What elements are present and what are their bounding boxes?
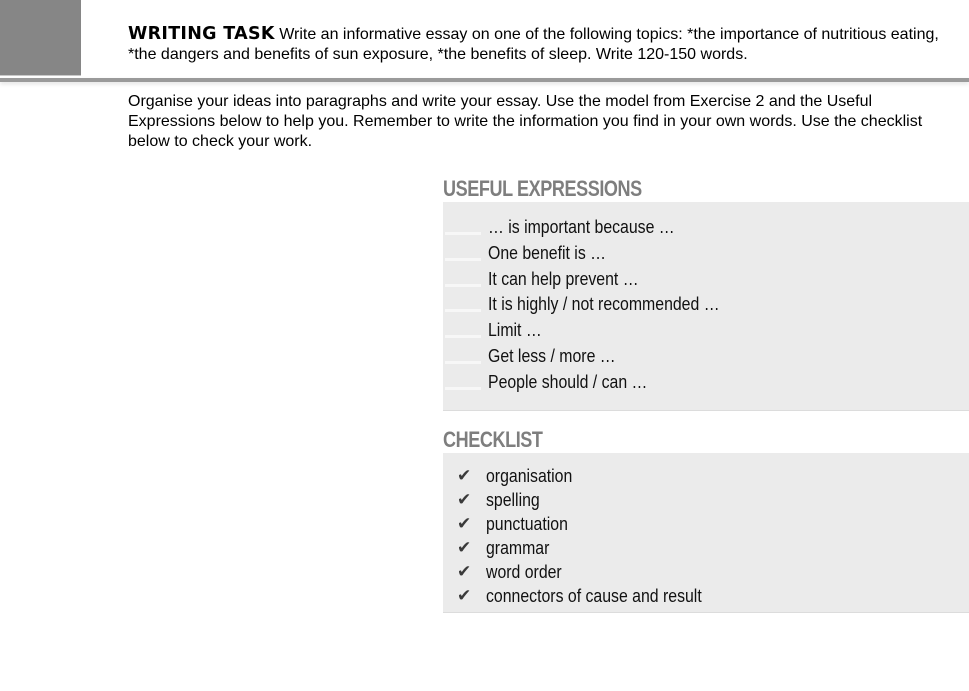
checklist-item [443,512,969,536]
write-in-line [445,335,481,338]
checklist-item [443,464,969,488]
useful-expression-text: Limit … [488,320,542,341]
checkmark-icon: ✔ [457,466,472,485]
useful-expression-item [443,344,969,370]
useful-expression-item [443,292,969,318]
checklist-item-text: spelling [486,490,540,510]
checklist-item-text: connectors of cause and result [486,586,702,606]
checklist-item-text: punctuation [486,514,568,534]
useful-expression-text: One benefit is … [488,242,606,263]
writing-task-text: Write an informative essay on one of the following topics: *the importance of nutritious eating, *the dangers and benefits of sun exposure, *the benefits of sleep. Write 120-150 words. [128,26,939,63]
useful-expression-text: People should / can … [488,371,648,392]
useful-expression-item [443,215,969,241]
useful-expression-text: … is important because … [488,217,675,237]
writing-task-label: WRITING TASK [128,24,275,44]
checkmark-icon: ✔ [457,490,472,509]
write-in-line [445,284,481,287]
checkmark-icon: ✔ [457,562,472,581]
write-in-line [445,361,481,364]
checkmark-icon: ✔ [457,514,472,533]
checklist-item-text: organisation [486,466,573,486]
corner-decoration [0,0,81,76]
checkmark-icon: ✔ [457,586,472,605]
useful-expression-item [443,370,969,396]
useful-expression-text: It can help prevent … [488,268,639,289]
useful-expression-text: Get less / more … [488,345,616,366]
write-in-line [445,258,481,261]
writing-task [128,24,958,65]
useful-expression-item [443,267,969,293]
write-in-line [445,232,481,235]
useful-expression-item [443,241,969,267]
checklist-item [443,488,969,512]
checklist-item [443,536,969,560]
write-in-line [445,309,481,312]
header-divider [0,78,969,82]
checklist-item [443,584,969,608]
useful-expressions-panel [443,202,969,411]
checklist-title: CHECKLIST [443,427,543,452]
checklist-item-text: word order [486,562,562,582]
checkmark-icon: ✔ [457,538,472,557]
checklist-item [443,560,969,584]
useful-expressions-title: USEFUL EXPRESSIONS [443,176,642,201]
instructions-paragraph: Organise your ideas into paragraphs and write your essay. Use the model from Exercise 2 and the Useful Expressions below to help you. Remember to write the information you find in your own words. Use the checklist below to check your work. [128,93,923,150]
write-in-line [445,387,481,390]
checklist-item-text: grammar [486,538,550,558]
useful-expression-item [443,318,969,344]
useful-expressions-list [443,215,969,396]
checklist-panel [443,453,969,613]
useful-expression-text: It is highly / not recommended … [488,294,720,315]
checklist-list [443,464,969,608]
